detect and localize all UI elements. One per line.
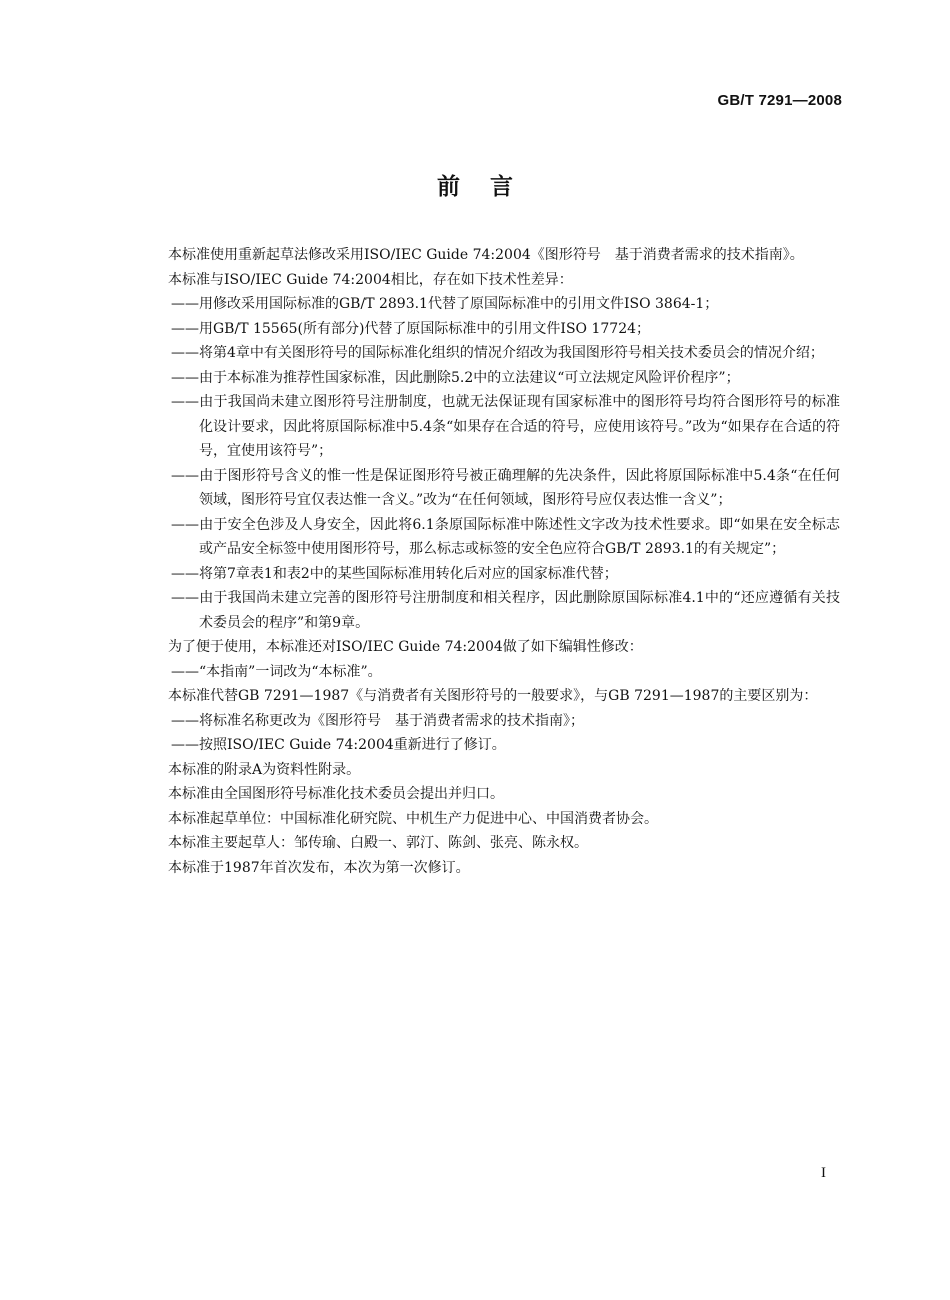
list-item-difference-9: ——由于我国尚未建立完善的图形符号注册制度和相关程序，因此删除原国际标准4.1中的“还应遵循有关技术委员会的程序”和第9章。 xyxy=(171,590,840,631)
list-item-difference-5: ——由于我国尚未建立图形符号注册制度，也就无法保证现有国家标准中的图形符号均符合图形符号的标准化设计要求，因此将原国际标准中5.4条“如果存在合适的符号，应使用该符号。”改为“如果存在合适的符号，宜使用该符号”； xyxy=(171,394,840,459)
list-item-difference-6: ——由于图形符号含义的惟一性是保证图形符号被正确理解的先决条件，因此将原国际标准中5.4条“在任何领域，图形符号宜仅表达惟一含义。”改为“在任何领域，图形符号应仅表达惟一含义”； xyxy=(171,467,840,508)
list-item-difference-3: ——将第4章中有关图形符号的国际标准化组织的情况介绍改为我国图形符号相关技术委员会的情况介绍； xyxy=(171,345,824,361)
list-item-difference-8: ——将第7章表1和表2中的某些国际标准用转化后对应的国家标准代替； xyxy=(171,565,618,582)
standard-number: GB/T 7291—2008 xyxy=(717,92,842,109)
list-item-change-1: ——将标准名称更改为《图形符号 基于消费者需求的技术指南》； xyxy=(171,712,584,729)
paragraph-proposer: 本标准由全国图形符号标准化技术委员会提出并归口。 xyxy=(168,786,504,802)
page-number: I xyxy=(821,1165,826,1181)
page-title: 前言 xyxy=(437,174,543,200)
paragraph-editorial-intro: 为了便于使用，本标准还对ISO/IEC Guide 74:2004做了如下编辑性修改： xyxy=(168,639,643,655)
paragraph-annex: 本标准的附录A为资料性附录。 xyxy=(168,761,361,778)
paragraph-differences-intro: 本标准与ISO/IEC Guide 74:2004相比，存在如下技术性差异： xyxy=(168,271,573,288)
list-item-difference-1: ——用修改采用国际标准的GB/T 2893.1代替了原国际标准中的引用文件ISO 3864-1； xyxy=(171,296,719,312)
paragraph-drafting-units: 本标准起草单位：中国标准化研究院、中机生产力促进中心、中国消费者协会。 xyxy=(168,810,658,827)
list-item-change-2: ——按照ISO/IEC Guide 74:2004重新进行了修订。 xyxy=(171,737,506,753)
paragraph-replacement: 本标准代替GB 7291—1987《与消费者有关图形符号的一般要求》，与GB 7291—1987的主要区别为： xyxy=(168,688,818,704)
list-item-editorial-1: ——“本指南”一词改为“本标准”。 xyxy=(171,663,382,680)
paragraph-history: 本标准于1987年首次发布，本次为第一次修订。 xyxy=(168,859,470,876)
list-item-difference-2: ——用GB/T 15565(所有部分)代替了原国际标准中的引用文件ISO 17724； xyxy=(171,320,651,337)
paragraph-drafters: 本标准主要起草人：邹传瑜、白殿一、郭汀、陈剑、张亮、陈永权。 xyxy=(168,835,588,851)
list-item-difference-4: ——由于本标准为推荐性国家标准，因此删除5.2中的立法建议“可立法规定风险评价程序”； xyxy=(171,369,740,386)
foreword-body xyxy=(140,243,840,880)
paragraph-adoption: 本标准使用重新起草法修改采用ISO/IEC Guide 74:2004《图形符号 基于消费者需求的技术指南》。 xyxy=(168,247,804,263)
list-item-difference-7: ——由于安全色涉及人身安全，因此将6.1条原国际标准中陈述性文字改为技术性要求。即“如果在安全标志或产品安全标签中使用图形符号，那么标志或标签的安全色应符合GB/T 2893.1的有关规定”； xyxy=(171,516,840,557)
